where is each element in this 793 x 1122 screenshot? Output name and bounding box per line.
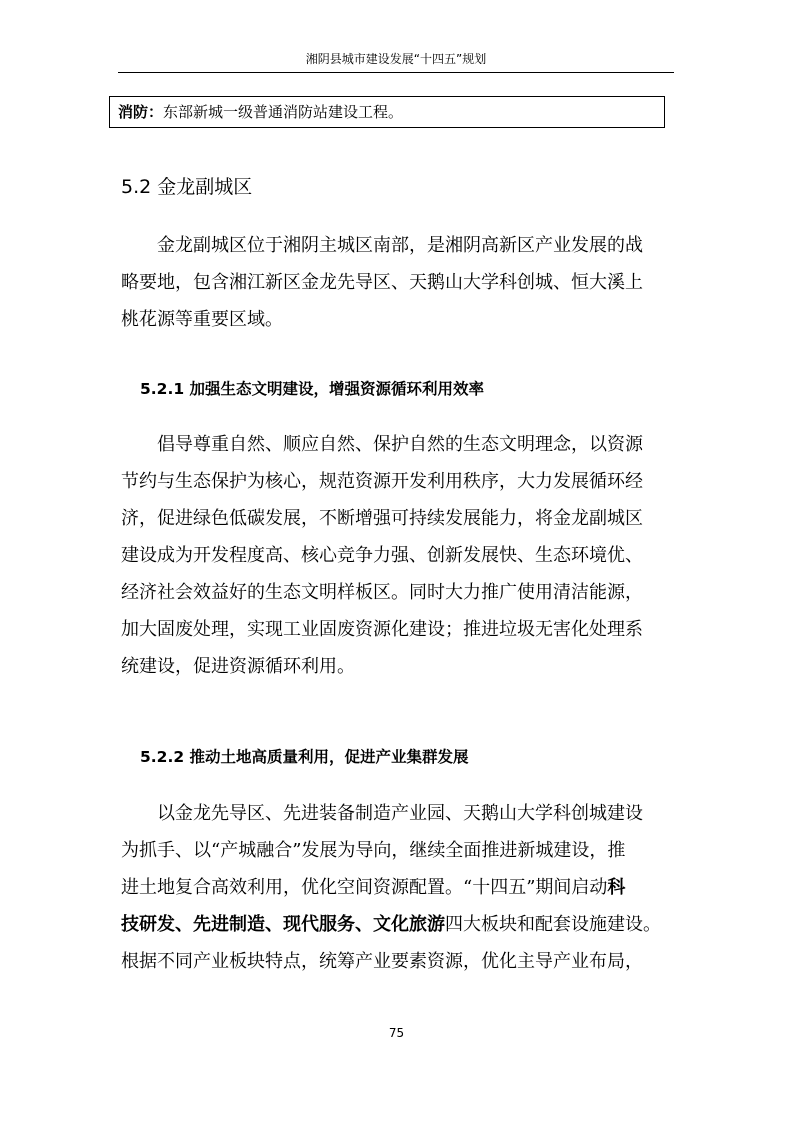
intro-line-3: 桃花源等重要区域。 bbox=[121, 309, 283, 330]
running-header: 湘阴县城市建设发展“十四五”规划 bbox=[305, 52, 487, 66]
land-line-5: 根据不同产业板块特点，统筹产业要素资源，优化主导产业布局， bbox=[121, 951, 643, 972]
fire-project-box bbox=[109, 96, 665, 128]
land-line-1: 以金龙先导区、先进装备制造产业园、天鹅山大学科创城建设 bbox=[157, 803, 643, 824]
intro-paragraph bbox=[121, 227, 673, 338]
intro-line-1: 金龙副城区位于湘阴主城区南部，是湘阴高新区产业发展的战 bbox=[157, 235, 643, 256]
land-line-3-bold: 科 bbox=[607, 877, 626, 898]
land-line-4 bbox=[121, 906, 673, 943]
eco-line-1: 倡导尊重自然、顺应自然、保护自然的生态文明理念，以资源 bbox=[157, 434, 643, 455]
fire-label: 消防： bbox=[118, 103, 164, 121]
eco-line-2: 节约与生态保护为核心，规范资源开发利用秩序，大力发展循环经 bbox=[121, 471, 643, 492]
fire-text: 东部新城一级普通消防站建设工程。 bbox=[163, 103, 404, 121]
eco-line-6: 加大固废处理，实现工业固废资源化建设；推进垃圾无害化处理系 bbox=[121, 619, 643, 640]
page-number: 75 bbox=[388, 1026, 405, 1040]
eco-line-4: 建设成为开发程度高、核心竞争力强、创新发展快、生态环境优、 bbox=[121, 545, 643, 566]
eco-line-5: 经济社会效益好的生态文明样板区。同时大力推广使用清洁能源， bbox=[121, 582, 643, 603]
section-title-5-2: 5.2 金龙副城区 bbox=[121, 176, 253, 198]
eco-line-3: 济，促进绿色低碳发展，不断增强可持续发展能力，将金龙副城区 bbox=[121, 508, 643, 529]
land-paragraph bbox=[121, 795, 673, 980]
section-number-5-2-1: 5.2.1 bbox=[140, 380, 185, 398]
section-heading-5-2-1 bbox=[140, 378, 484, 400]
land-line-4-bold: 技研发、先进制造、现代服务、文化旅游 bbox=[121, 914, 445, 935]
section-title-5-2-2: 推动土地高质量利用，促进产业集群发展 bbox=[189, 748, 469, 766]
land-line-3-text: 进土地复合高效利用，优化空间资源配置。“十四五”期间启动 bbox=[121, 877, 608, 898]
intro-line-2: 略要地，包含湘江新区金龙先导区、天鹅山大学科创城、恒大溪上 bbox=[121, 272, 643, 293]
eco-line-7: 统建设，促进资源循环利用。 bbox=[121, 656, 355, 677]
land-line-2: 为抓手、以“产城融合”发展为导向，继续全面推进新城建设，推 bbox=[121, 840, 626, 861]
land-line-4-text: 四大板块和配套设施建设。 bbox=[445, 914, 661, 935]
ecology-paragraph bbox=[121, 426, 673, 685]
land-line-3 bbox=[121, 869, 673, 906]
section-title-5-2-1: 加强生态文明建设，增强资源循环利用效率 bbox=[189, 380, 485, 398]
section-number-5-2-2: 5.2.2 bbox=[140, 748, 185, 766]
header-divider bbox=[118, 72, 674, 73]
section-heading-5-2-2 bbox=[140, 746, 469, 768]
